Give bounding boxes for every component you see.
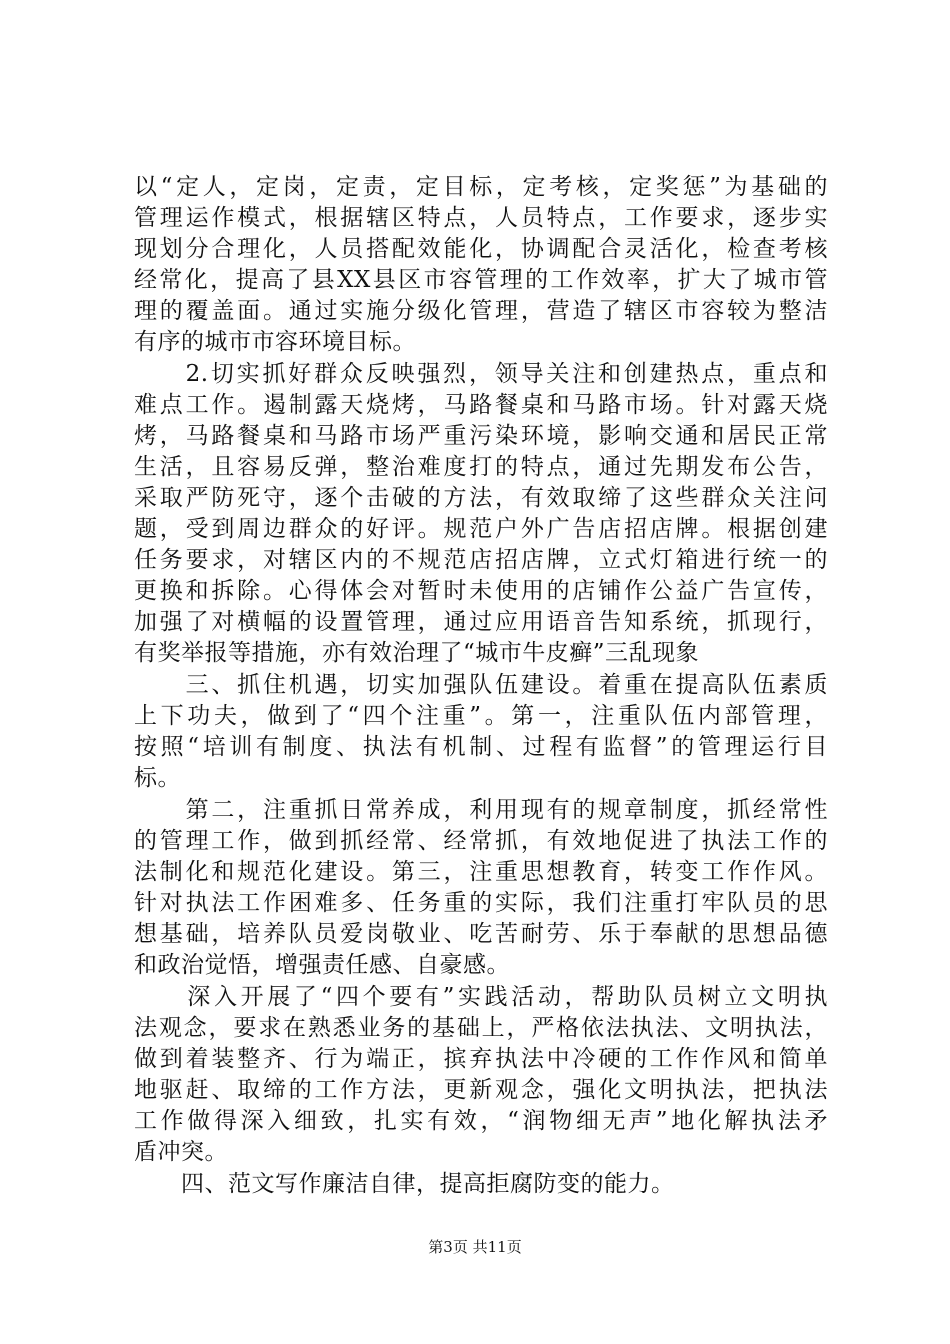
text-line: 有序的城市市容环境目标。: [134, 329, 416, 355]
text-line: 经常化，提高了县XX县区市容管理的工作效率，扩大了城市管: [134, 267, 828, 293]
text-line: 理的覆盖面。通过实施分级化管理，营造了辖区市容较为整洁: [134, 298, 828, 324]
text-line: 想基础，培养队员爱岗敬业、吃苦耐劳、乐于奉献的思想品德: [134, 921, 828, 947]
text-line: 做到着装整齐、行为端正，摈弃执法中冷硬的工作作风和简单: [134, 1046, 828, 1072]
text-line: 有奖举报等措施，亦有效治理了“城市牛皮癣”三乱现象: [134, 640, 700, 666]
body-text: [134, 172, 828, 1201]
text-line: 按照“培训有制度、执法有机制、过程有监督”的管理运行目: [134, 734, 828, 760]
text-line: 管理运作模式，根据辖区特点，人员特点，工作要求，逐步实: [134, 205, 828, 231]
paragraph: [134, 795, 828, 981]
text-line: 上下功夫，做到了“四个注重”。第一，注重队伍内部管理，: [134, 703, 828, 729]
page-footer: 第3页 共11页: [428, 1238, 522, 1256]
text-line: 更换和拆除。心得体会对暂时未使用的店铺作公益广告宣传，: [134, 578, 828, 604]
text-line: 生活，且容易反弹，整治难度打的特点，通过先期发布公告，: [134, 454, 828, 480]
text-line: 烤，马路餐桌和马路市场严重污染环境，影响交通和居民正常: [134, 423, 828, 449]
text-line: 2.切实抓好群众反映强烈，领导关注和创建热点，重点和: [134, 361, 828, 387]
text-line: 三、抓住机遇，切实加强队伍建设。着重在提高队伍素质: [134, 672, 828, 698]
text-line: 任务要求，对辖区内的不规范店招店牌，立式灯箱进行统一的: [134, 547, 828, 573]
text-line: 的管理工作，做到抓经常、经常抓，有效地促进了执法工作的: [134, 828, 828, 854]
text-line: 第二，注重抓日常养成，利用现有的规章制度，抓经常性: [134, 797, 828, 823]
paragraph: [134, 359, 828, 669]
paragraph: [134, 1169, 828, 1200]
text-line: 题，受到周边群众的好评。规范户外广告店招店牌。根据创建: [134, 516, 828, 542]
paragraph: [134, 172, 828, 358]
text-line: 盾冲突。: [134, 1139, 228, 1165]
text-line: 针对执法工作困难多、任务重的实际，我们注重打牢队员的思: [134, 890, 828, 916]
text-line: 深入开展了“四个要有”实践活动，帮助队员树立文明执: [134, 984, 828, 1010]
text-line: 法制化和规范化建设。第三，注重思想教育，转变工作作风。: [134, 859, 828, 885]
paragraph: [134, 670, 828, 794]
paragraph: [134, 982, 828, 1168]
text-line: 现划分合理化，人员搭配效能化，协调配合灵活化，检查考核: [134, 236, 828, 262]
text-line: 和政治觉悟，增强责任感、自豪感。: [134, 952, 510, 978]
text-line: 工作做得深入细致，扎实有效，“润物细无声”地化解执法矛: [134, 1108, 828, 1134]
text-line: 难点工作。遏制露天烧烤，马路餐桌和马路市场。针对露天烧: [134, 392, 828, 418]
text-line: 地驱赶、取缔的工作方法，更新观念，强化文明执法，把执法: [134, 1077, 828, 1103]
text-line: 以“定人，定岗，定责，定目标，定考核，定奖惩”为基础的: [134, 174, 828, 200]
text-line: 加强了对横幅的设置管理，通过应用语音告知系统，抓现行，: [134, 609, 828, 635]
text-line: 采取严防死守，逐个击破的方法，有效取缔了这些群众关注问: [134, 485, 828, 511]
text-line: 四、范文写作廉洁自律，提高拒腐防变的能力。: [134, 1171, 675, 1197]
text-line: 标。: [134, 765, 181, 791]
text-line: 法观念，要求在熟悉业务的基础上，严格依法执法、文明执法，: [134, 1015, 828, 1041]
